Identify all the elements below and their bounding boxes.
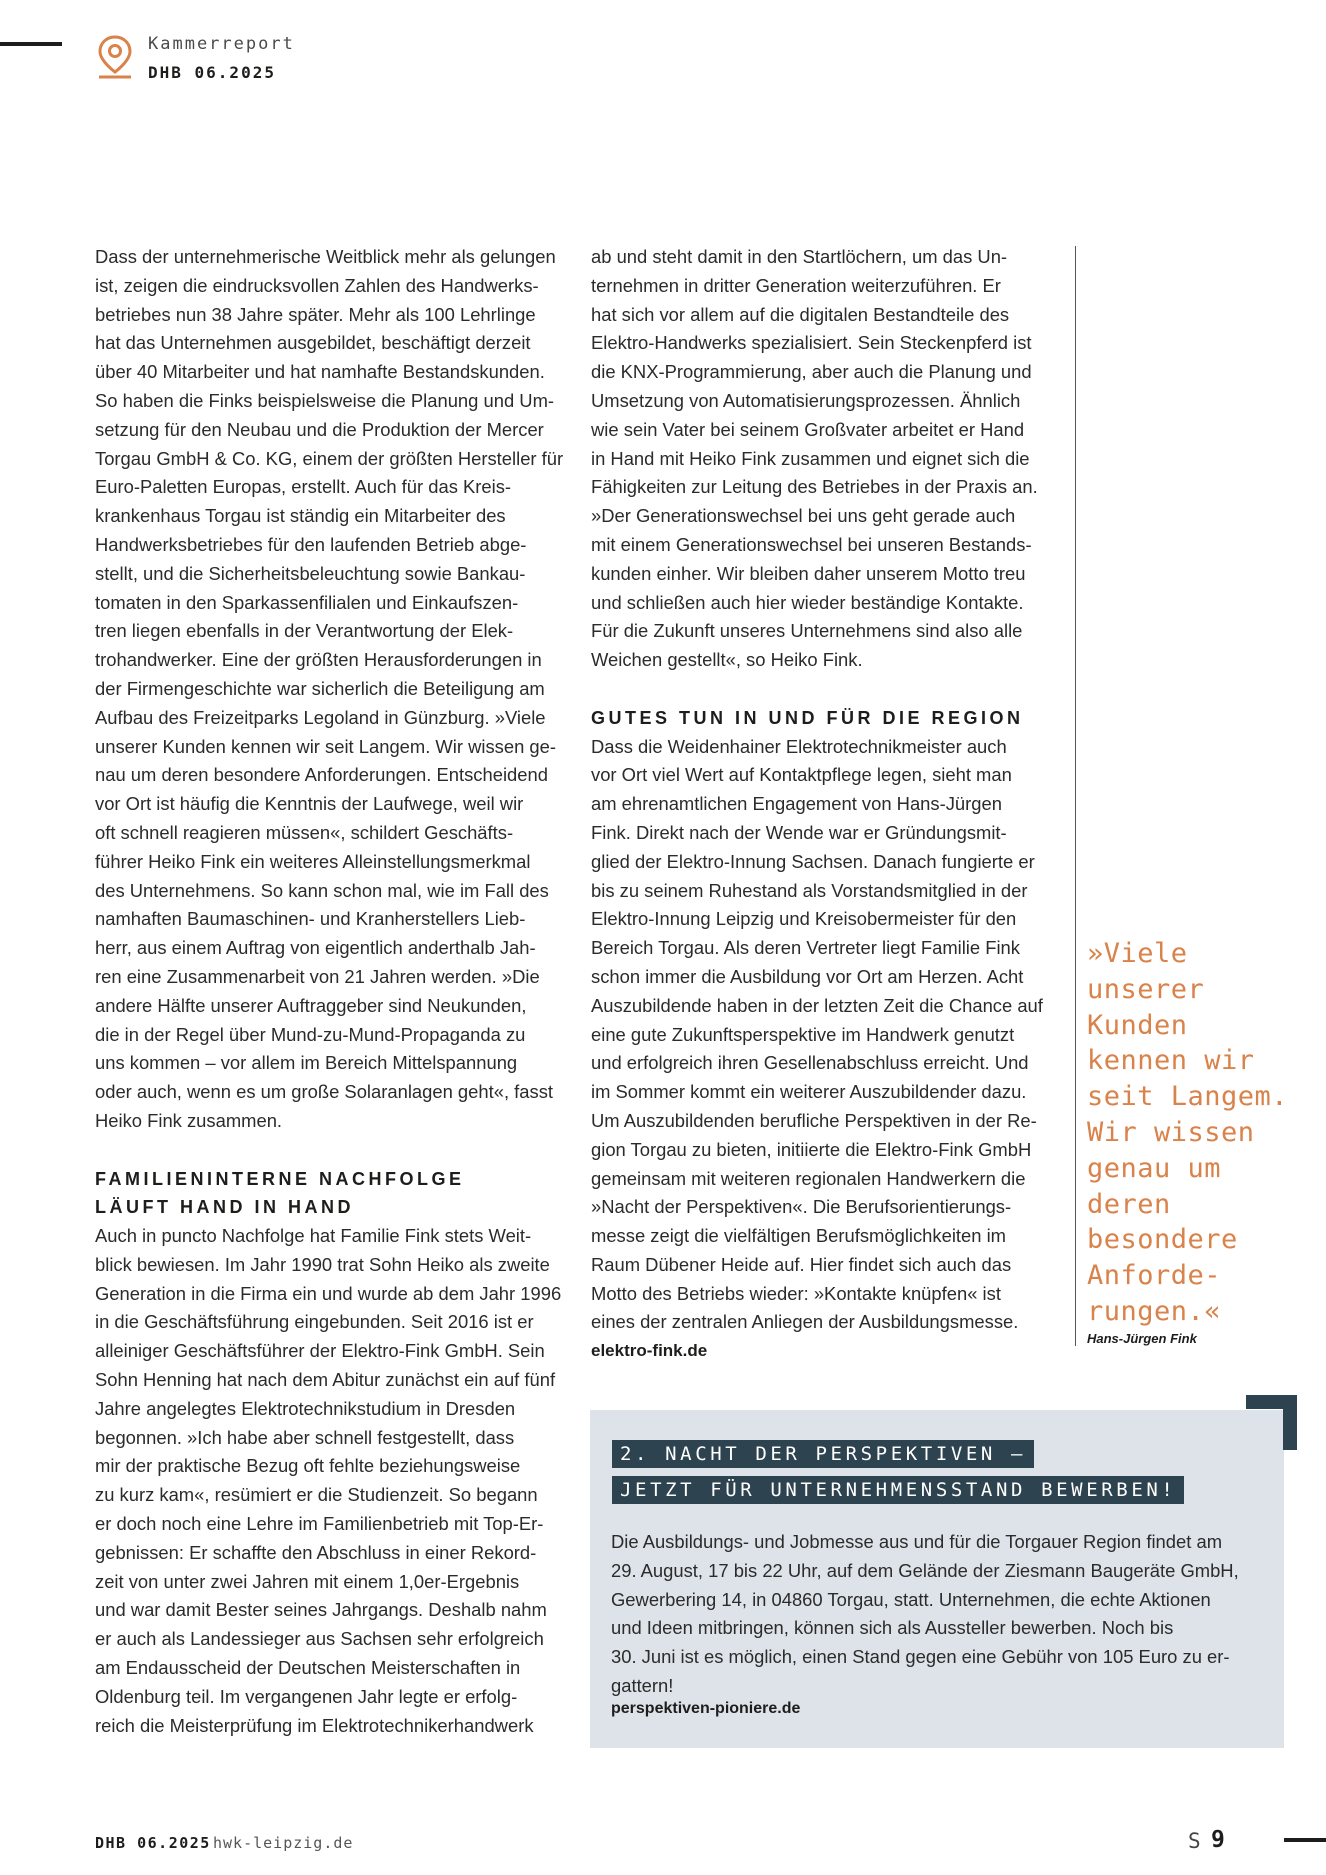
text-line: kunden einher. Wir bleiben daher unserem Motto treu (591, 562, 1026, 584)
header-rule (0, 42, 62, 46)
text-line: namhaften Baumaschinen- und Kranherstellers Lieb- (95, 908, 526, 930)
info-box-heading: 2. NACHT DER PERSPEKTIVEN – (612, 1440, 1034, 1468)
text-line: »Nacht der Perspektiven«. Die Berufsorientierungs- (591, 1196, 1012, 1218)
box-corner-accent (1283, 1395, 1297, 1450)
quote-line: seit Langem. (1087, 1081, 1289, 1113)
text-line: Dass die Weidenhainer Elektrotechnikmeister auch (591, 735, 1007, 757)
text-line: Fink. Direkt nach der Wende war er Gründungsmit- (591, 821, 1007, 843)
text-line: stellt, und die Sicherheitsbeleuchtung sowie Bankau- (95, 562, 526, 584)
text-line: und erfolgreich ihren Gesellenabschluss erreicht. Und (591, 1052, 1029, 1074)
quote-author: Hans-Jürgen Fink (1087, 1331, 1197, 1346)
text-line: Torgau GmbH & Co. KG, einem der größten Hersteller für (95, 447, 564, 469)
text-line: am ehrenamtlichen Engagement von Hans-Jürgen (591, 793, 1002, 815)
text-line: Sohn Henning hat nach dem Abitur zunächst ein auf fünf (95, 1369, 556, 1391)
page-prefix: S (1188, 1829, 1201, 1853)
text-line: gebnissen: Er schaffte den Abschluss in einer Rekord- (95, 1541, 537, 1563)
text-line: führer Heiko Fink ein weiteres Alleinstellungsmerkmal (95, 850, 531, 872)
quote-line: rungen.« (1087, 1295, 1222, 1327)
text-line: messe zeigt die vielfältigen Berufsmöglichkeiten im (591, 1225, 1007, 1247)
text-line: Handwerksbetriebes für den laufenden Betrieb abge- (95, 533, 527, 555)
paragraph (95, 243, 570, 1136)
text-line: Jahre angelegtes Elektrotechnikstudium in Dresden (95, 1397, 516, 1419)
text-line: nau um deren besondere Anforderungen. Entscheidend (95, 764, 548, 786)
text-line: die KNX-Programmierung, aber auch die Planung und (591, 361, 1032, 383)
article-column-2 (591, 243, 1065, 1366)
text-line: trohandwerker. Eine der größten Herausforderungen in (95, 649, 542, 671)
text-line: zeit von unter zwei Jahren mit einem 1,0er-Ergebnis (95, 1570, 520, 1592)
text-line: Die Ausbildungs- und Jobmesse aus und für die Torgauer Region findet am (611, 1531, 1223, 1552)
quote-line: Kunden (1087, 1009, 1188, 1041)
text-line: blick bewiesen. Im Jahr 1990 trat Sohn Heiko als zweite (95, 1253, 550, 1275)
column-divider (1075, 246, 1076, 1346)
text-line: mit einem Generationswechsel bei unseren Bestands- (591, 533, 1032, 555)
text-line: So haben die Finks beispielsweise die Planung und Um- (95, 389, 555, 411)
quote-line: Anforde- (1087, 1260, 1222, 1292)
text-line: Elektro-Handwerks spezialisiert. Sein Steckenpferd ist (591, 332, 1032, 354)
text-line: alleiniger Geschäftsführer der Elektro-Fink GmbH. Sein (95, 1340, 545, 1362)
text-line: Bereich Torgau. Als deren Vertreter liegt Familie Fink (591, 937, 1020, 959)
text-line: er auch als Landessieger aus Sachsen sehr erfolgreich (95, 1628, 544, 1650)
text-line: setzung für den Neubau und die Produktion der Mercer (95, 418, 544, 440)
text-line: gattern! (611, 1674, 674, 1696)
text-line: tomaten in den Sparkassenfilialen und Einkaufszen- (95, 591, 519, 613)
text-line: Für die Zukunft unseres Unternehmens sind also alle (591, 620, 1023, 642)
text-line: über 40 Mitarbeiter und hat namhafte Bestandskunden. (95, 361, 545, 383)
text-line: er doch noch eine Lehre im Familienbetrieb mit Top-Er- (95, 1513, 544, 1535)
text-line: ab und steht damit in den Startlöchern, um das Un- (591, 246, 1008, 267)
issue-label: DHB 06.2025 (148, 63, 276, 82)
section-kicker: Kammerreport (148, 34, 295, 54)
text-line: Raum Dübener Heide auf. Hier findet sich auch das (591, 1253, 1012, 1275)
page-number: 9 (1211, 1827, 1225, 1853)
text-line: begonnen. »Ich habe aber schnell festgestellt, dass (95, 1426, 515, 1448)
text-line: ren eine Zusammenarbeit von 21 Jahren werden. »Die (95, 965, 540, 987)
paragraph (591, 733, 1065, 1338)
section-subhead: GUTES TUN IN UND FÜR DIE REGION (591, 707, 1024, 728)
footer-url[interactable]: hwk-leipzig.de (213, 1834, 354, 1852)
text-line: in Hand mit Heiko Fink zusammen und eignet sich die (591, 447, 1030, 469)
quote-line: deren (1087, 1188, 1171, 1220)
location-pin-icon (95, 34, 135, 80)
quote-line: Wir wissen (1087, 1116, 1255, 1148)
text-line: eines der zentralen Anliegen der Ausbildungsmesse. (591, 1311, 1019, 1333)
text-line: wie sein Vater bei seinem Großvater arbeitet er Hand (591, 418, 1025, 440)
section-subhead: FAMILIENINTERNE NACHFOLGE LÄUFT HAND IN HAND (95, 1168, 465, 1218)
text-line: und war damit Bester seines Jahrgangs. Deshalb nahm (95, 1599, 547, 1621)
text-line: Generation in die Firma ein und wurde ab dem Jahr 1996 (95, 1282, 562, 1304)
text-line: Oldenburg teil. Im vergangenen Jahr legte er erfolg- (95, 1685, 518, 1707)
text-line: Motto des Betriebs wieder: »Kontakte knüpfen« ist (591, 1282, 1001, 1304)
text-line: Auch in puncto Nachfolge hat Familie Fink stets Weit- (95, 1225, 532, 1247)
text-line: reich die Meisterprüfung im Elektrotechnikerhandwerk (95, 1714, 534, 1736)
footer-issue: DHB 06.2025 (95, 1834, 211, 1852)
text-line: unserer Kunden kennen wir seit Langem. Wir wissen ge- (95, 735, 557, 757)
text-line: Weichen gestellt«, so Heiko Fink. (591, 649, 863, 671)
text-line: Aufbau des Freizeitparks Legoland in Günzburg. »Viele (95, 706, 546, 728)
text-line: Euro-Paletten Europas, erstellt. Auch für das Kreis- (95, 476, 512, 498)
paragraph (591, 243, 1065, 675)
text-line: mir der praktische Bezug oft fehlte beziehungsweise (95, 1455, 521, 1477)
quote-line: kennen wir (1087, 1045, 1255, 1077)
text-line: zu kurz kam«, resümiert er die Studienzeit. So begann (95, 1484, 538, 1506)
text-line: vor Ort viel Wert auf Kontaktpflege legen, sieht man (591, 764, 1012, 786)
text-line: oft schnell reagieren müssen«, schildert Geschäfts- (95, 821, 514, 843)
info-box-text (611, 1528, 1271, 1701)
text-line: Dass der unternehmerische Weitblick mehr als gelungen (95, 246, 556, 267)
text-line: Elektro-Innung Leipzig und Kreisobermeister für den (591, 908, 1017, 930)
text-line: und Ideen mitbringen, können sich als Aussteller bewerben. Noch bis (611, 1617, 1174, 1639)
text-line: am Endausscheid der Deutschen Meisterschaften in (95, 1657, 521, 1679)
text-line: glied der Elektro-Innung Sachsen. Danach fungierte er (591, 850, 1035, 872)
text-line: vor Ort ist häufig die Kenntnis der Laufwege, weil wir (95, 793, 524, 815)
text-line: die in der Regel über Mund-zu-Mund-Propaganda zu (95, 1023, 526, 1045)
text-line: und schließen auch hier wieder beständige Kontakte. (591, 591, 1024, 613)
text-line: hat das Unternehmen ausgebildet, beschäftigt derzeit (95, 332, 531, 354)
text-line: Umsetzung von Automatisierungsprozessen. Ähnlich (591, 389, 1021, 411)
text-line: 30. Juni ist es möglich, einen Stand gegen eine Gebühr von 105 Euro zu er- (611, 1646, 1230, 1668)
quote-line: »Viele (1087, 938, 1188, 969)
text-line: oder auch, wenn es um große Solaranlagen geht«, fasst (95, 1081, 554, 1103)
text-line: ternehmen in dritter Generation weiterzuführen. Er (591, 274, 1001, 296)
pull-quote (1087, 936, 1317, 1330)
text-line: uns kommen – vor allem im Bereich Mittelspannung (95, 1052, 518, 1074)
footer-rule (1284, 1838, 1326, 1842)
text-line: Auszubildende haben in der letzten Zeit die Chance auf (591, 994, 1043, 1016)
text-line: ist, zeigen die eindrucksvollen Zahlen des Handwerks- (95, 274, 539, 296)
text-line: bis zu seinem Ruhestand als Vorstandsmitglied in der (591, 879, 1028, 901)
text-line: schon immer die Ausbildung vor Ort am Herzen. Acht (591, 965, 1024, 987)
article-column-1 (95, 243, 570, 1740)
text-line: im Sommer kommt ein weiterer Auszubildender dazu. (591, 1081, 1027, 1103)
paragraph (95, 1222, 570, 1740)
text-line: »Der Generationswechsel bei uns geht gerade auch (591, 505, 1016, 527)
text-line: hat sich vor allem auf die digitalen Bestandteile des (591, 303, 1010, 325)
text-line: der Firmengeschichte war sicherlich die Beteiligung am (95, 677, 545, 699)
text-line: andere Hälfte unserer Auftraggeber sind Neukunden, (95, 994, 527, 1016)
text-line: krankenhaus Torgau ist ständig ein Mitarbeiter des (95, 505, 506, 527)
text-line: in die Geschäftsführung eingebunden. Seit 2016 ist er (95, 1311, 534, 1333)
quote-line: unserer (1087, 973, 1205, 1005)
text-line: Heiko Fink zusammen. (95, 1109, 283, 1131)
text-line: eine gute Zukunftsperspektive im Handwerk genutzt (591, 1023, 1015, 1045)
text-line: tren liegen ebenfalls in der Verantwortung der Elek- (95, 620, 514, 642)
website-link[interactable]: elektro-fink.de (591, 1341, 708, 1361)
text-line: betriebes nun 38 Jahre später. Mehr als 100 Lehrlinge (95, 303, 536, 325)
quote-line: besondere (1087, 1224, 1238, 1256)
text-line: 29. August, 17 bis 22 Uhr, auf dem Gelände der Ziesmann Baugeräte GmbH, (611, 1559, 1239, 1581)
text-line: gion Torgau zu bieten, initiierte die Elektro-Fink GmbH (591, 1138, 1032, 1160)
info-box-heading: JETZT FÜR UNTERNEHMENSSTAND BEWERBEN! (612, 1476, 1184, 1504)
text-line: des Unternehmens. So kann schon mal, wie im Fall des (95, 879, 549, 901)
quote-line: genau um (1087, 1152, 1222, 1184)
text-line: Gewerbering 14, in 04860 Torgau, statt. Unternehmen, die echte Aktionen (611, 1588, 1211, 1610)
info-box-link[interactable]: perspektiven-pioniere.de (611, 1700, 801, 1717)
text-line: Um Auszubildenden berufliche Perspektiven in der Re- (591, 1109, 1037, 1131)
text-line: herr, aus einem Auftrag von eigentlich anderthalb Jah- (95, 937, 536, 959)
text-line: Fähigkeiten zur Leitung des Betriebes in der Praxis an. (591, 476, 1038, 498)
text-line: gemeinsam mit weiteren regionalen Handwerkern die (591, 1167, 1026, 1189)
